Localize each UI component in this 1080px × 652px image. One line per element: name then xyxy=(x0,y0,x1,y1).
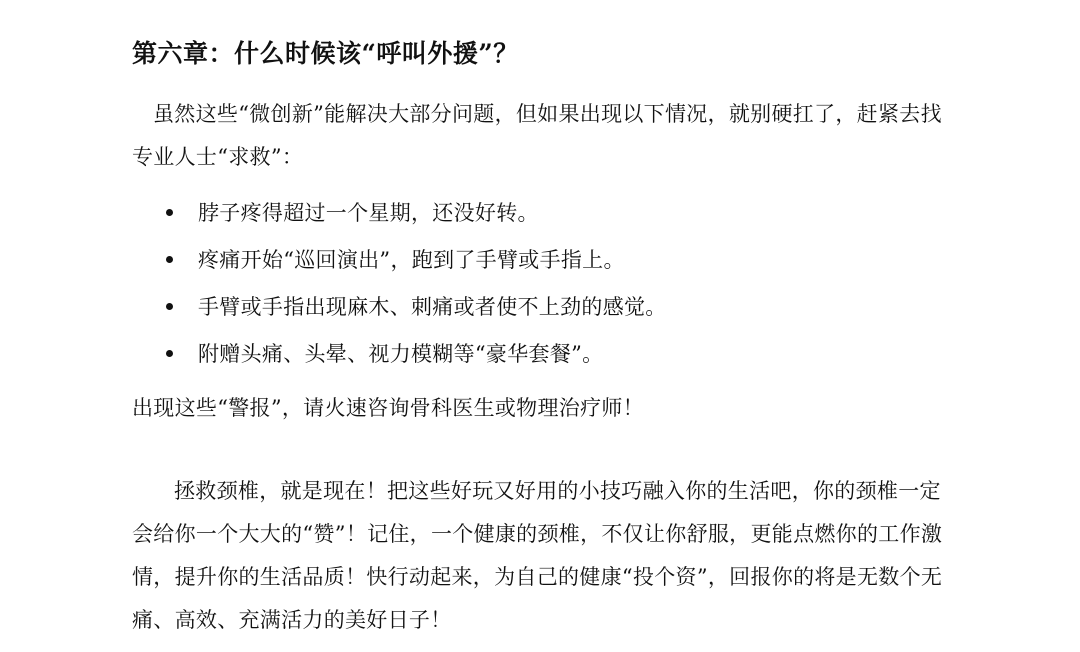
bullet-dot-icon xyxy=(166,209,173,216)
bullet-dot-icon xyxy=(166,350,173,357)
list-item xyxy=(132,331,667,378)
bullet-dot-icon xyxy=(166,303,173,310)
list-item xyxy=(132,284,667,331)
warning-paragraph: 出现这些“警报”，请火速咨询骨科医生或物理治疗师！ xyxy=(132,396,644,420)
warning-signs-list xyxy=(132,190,667,378)
closing-paragraph: 拯救颈椎，就是现在！把这些好玩又好用的小技巧融入你的生活吧，你的颈椎一定会给你一个大大的“赞”！记住，一个健康的颈椎，不仅让你舒服，更能点燃你的工作激情，提升你的生活品质！快行动起来，为自己的健康“投个资”，回报你的将是无数个无痛、高效、充满活力的美好日子！ xyxy=(132,479,943,632)
list-item-text: 疼痛开始“巡回演出”，跑到了手臂或手指上。 xyxy=(198,248,625,272)
bullet-dot-icon xyxy=(166,256,173,263)
chapter-heading: 第六章：什么时候该“呼叫外援”？ xyxy=(132,39,519,68)
list-item-text: 脖子疼得超过一个星期，还没好转。 xyxy=(198,201,539,225)
list-item-text: 附赠头痛、头晕、视力模糊等“豪华套餐”。 xyxy=(198,342,604,366)
intro-paragraph: 虽然这些“微创新”能解决大部分问题，但如果出现以下情况，就别硬扛了，赶紧去找专业人士“求救”： xyxy=(132,102,942,169)
list-item-text: 手臂或手指出现麻木、刺痛或者使不上劲的感觉。 xyxy=(198,295,667,319)
list-item xyxy=(132,237,667,284)
list-item xyxy=(132,190,667,237)
